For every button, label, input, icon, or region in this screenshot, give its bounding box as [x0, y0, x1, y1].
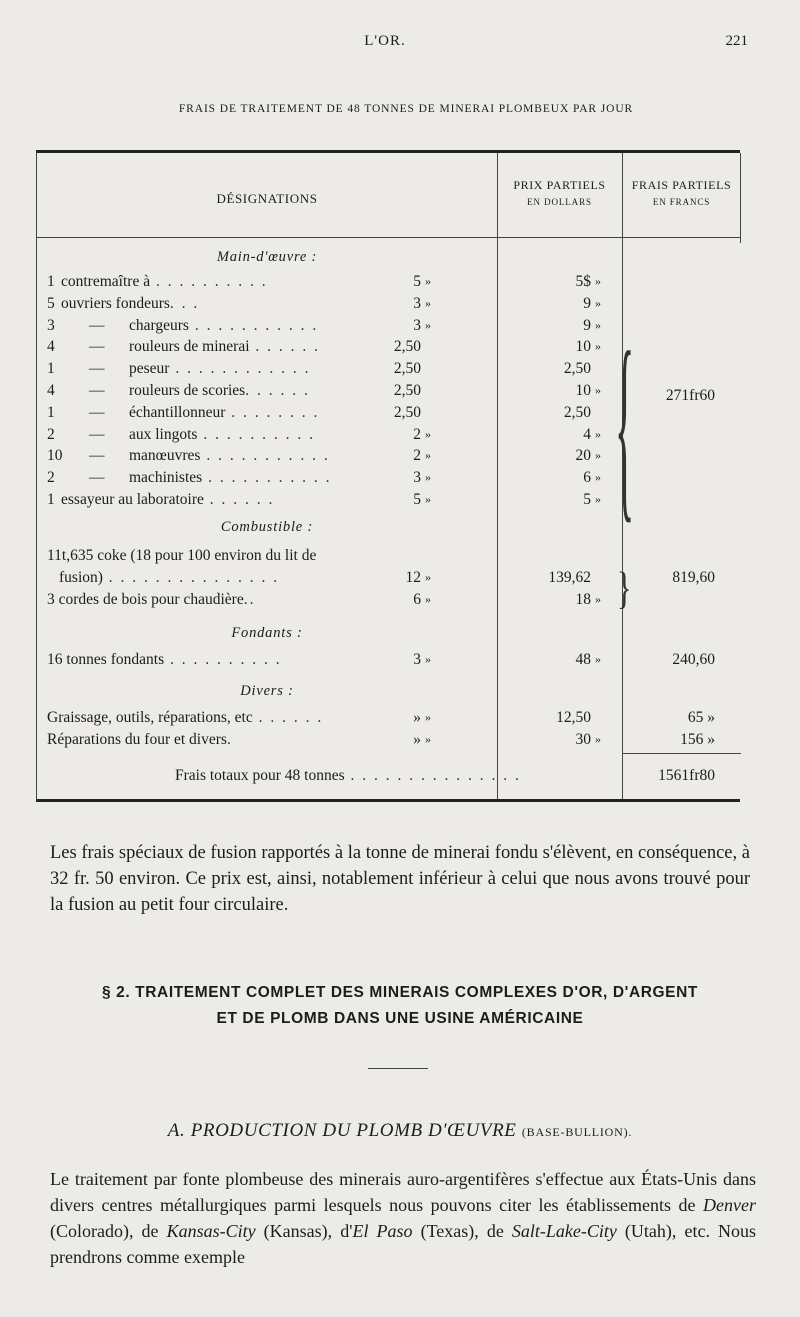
brace: }	[617, 564, 632, 614]
row-partial-dollars: 20	[575, 447, 591, 465]
row-partial-dollars: 9	[583, 294, 591, 312]
row-partial-ditto: »	[595, 470, 601, 485]
page-number: 221	[725, 33, 748, 49]
row-partial-dollars: 5$	[575, 273, 591, 290]
leader-dots: . . . . . . . . . .	[164, 651, 282, 668]
header-prix	[497, 177, 622, 210]
row-label	[129, 467, 331, 488]
fond-nb: 3	[413, 651, 421, 668]
separator-rule	[368, 1068, 428, 1069]
row-unit-ditto: »	[425, 274, 431, 288]
row-unit-ditto: »	[425, 492, 431, 506]
comb-line1	[37, 545, 741, 566]
row-unit-ditto: »	[425, 732, 431, 746]
header-rule	[37, 237, 741, 238]
row-unit-ditto: »	[425, 448, 431, 463]
leader-dots: . . . . . . . . . . .	[188, 316, 319, 334]
p2-text: (Colorado), de	[50, 1221, 167, 1241]
comb-row1-ds: »	[425, 570, 431, 584]
row-ditto-dash: —	[89, 338, 105, 356]
total-label	[175, 765, 521, 786]
comb-total: 819,60	[672, 569, 715, 586]
row-label	[61, 489, 274, 510]
paragraph-1: Les frais spéciaux de fusion rapportés à la tonne de minerai fondu s'élèvent, en conséquence, à 32 fr. 50 environ. Ce prix est, ainsi, notablement inférieur à celui que nous avons trouvé pour la fusion au petit four circulaire.	[50, 843, 750, 915]
row-unit-ditto: »	[425, 710, 431, 724]
leader-dots: . . . . . . . . . . . . . . .	[344, 767, 521, 784]
row-partial-ditto: »	[595, 274, 601, 288]
row-ditto-dash: —	[89, 447, 105, 465]
cost-table	[36, 150, 740, 802]
row-label-text: rouleurs de minerai	[129, 338, 250, 356]
row-partial-ditto: »	[595, 317, 601, 332]
row-unit-ditto: »	[425, 470, 431, 485]
header-prix-line1: PRIX PARTIELS	[513, 178, 606, 192]
row-label-text: échantillonneur	[129, 403, 226, 421]
p2-text: (Texas), de	[412, 1221, 512, 1241]
main-total: 271fr60	[665, 387, 715, 404]
fondants-row	[37, 649, 741, 670]
table-row	[37, 358, 741, 379]
section-2-line1: § 2. TRAITEMENT COMPLET DES MINERAIS COMPLEXES D'OR, D'ARGENT	[102, 984, 698, 1001]
section-2-line2: ET DE PLOMB DANS UNE USINE AMÉRICAINE	[216, 1010, 584, 1027]
row-partial-dollars: 12,50	[556, 709, 591, 726]
leader-dots: . . . . . . . . . . .	[200, 447, 330, 465]
row-quantity: 4	[47, 382, 55, 399]
table-row	[37, 467, 741, 488]
row-unit-price: 2,50	[393, 360, 421, 378]
comb-line2-label	[59, 567, 279, 588]
row-partial-dollars: 30	[575, 731, 591, 748]
fond-fr: 240,60	[672, 651, 715, 668]
section-divers: Divers :	[240, 683, 294, 699]
p2-place: Denver	[703, 1195, 756, 1215]
row-unit-ditto: »	[425, 317, 431, 332]
leader-dots: . . . . . .	[203, 491, 275, 508]
row-label-text: ouvriers fondeurs	[61, 294, 170, 312]
total-text: Frais totaux pour 48 tonnes	[175, 767, 345, 784]
row-unit-price: 2,50	[393, 382, 421, 399]
row-label-text: Graissage, outils, réparations, etc	[47, 709, 253, 726]
table-row	[37, 315, 741, 336]
row-unit-price: 2,50	[393, 403, 421, 421]
table-row	[37, 336, 741, 357]
row-ditto-dash: —	[89, 382, 105, 399]
row-label	[129, 424, 315, 445]
leader-dots: . . . . . .	[245, 382, 310, 399]
subheading-title: A. PRODUCTION DU PLOMB D'ŒUVRE	[167, 1120, 517, 1141]
row-partial-ditto: »	[595, 339, 601, 354]
leader-dots: . . . . . . . . . . . .	[169, 360, 311, 378]
leader-dots: . . . . . . . .	[225, 403, 320, 421]
row-label	[47, 707, 323, 728]
comb-row	[37, 589, 741, 610]
row-partial-ditto: »	[595, 426, 601, 441]
row-label-text: peseur	[129, 360, 170, 378]
row-partial-dollars: 10	[575, 382, 591, 399]
row-partial-ditto: »	[595, 295, 601, 310]
p2-text: (Kansas), d'	[255, 1221, 353, 1241]
fond-ds: »	[425, 652, 431, 666]
comb-row2-ds: »	[425, 592, 431, 606]
p2-text: (Utah), etc. Nous prendrons comme exemple	[50, 1221, 757, 1267]
section-combustible: Combustible :	[220, 519, 314, 535]
row-unit-price: 2	[413, 425, 421, 443]
leader-dots: . . . . . . . . . .	[150, 273, 268, 290]
row-ditto-dash: —	[89, 316, 105, 334]
row-label	[61, 293, 199, 314]
row-ditto-dash: —	[89, 469, 105, 487]
row-label-text: essayeur au laboratoire	[61, 491, 204, 508]
header-frais-line1: FRAIS PARTIELS	[631, 178, 732, 192]
header-frais	[622, 177, 741, 210]
row-label-text: manœuvres	[129, 447, 201, 465]
comb-row1-px: 139,62	[548, 569, 591, 586]
row-label	[61, 271, 268, 292]
table-row	[37, 445, 741, 466]
row-partial-ditto: »	[595, 448, 601, 463]
row-unit-price: 3	[413, 316, 421, 334]
row-quantity: 10	[47, 447, 63, 465]
row-unit-price: »	[413, 731, 421, 748]
row-quantity: 1	[47, 273, 55, 290]
row-quantity: 1	[47, 491, 55, 508]
row-partial-francs: 65 »	[687, 709, 715, 726]
section-fondants: Fondants :	[231, 625, 303, 641]
leader-dots: ..	[243, 591, 256, 608]
row-partial-ditto: »	[595, 492, 601, 506]
row-partial-dollars: 4	[583, 425, 591, 443]
subheading-paren: (BASE-BULLION).	[521, 1125, 633, 1139]
subheading	[0, 1120, 800, 1142]
main-total-row	[37, 385, 741, 406]
comb-row1-nb: 12	[405, 569, 421, 586]
row-label	[129, 358, 310, 379]
row-quantity: 2	[47, 425, 55, 443]
row-label-text: rouleurs de scories	[129, 382, 246, 399]
row-unit-price: 3	[413, 294, 421, 312]
row-label-text: aux lingots	[129, 425, 198, 443]
leader-dots: . . . . . . . . . . .	[202, 469, 332, 487]
row-unit-price: 2	[413, 447, 421, 465]
fond-px: 48	[575, 651, 591, 668]
section-main-oeuvre: Main-d'œuvre :	[216, 249, 318, 265]
paragraph-2	[50, 1166, 756, 1270]
row-label-text: chargeurs	[129, 316, 189, 334]
row-partial-dollars: 5	[583, 491, 591, 508]
leader-dots: . . . . . . . . . . . . . . .	[102, 569, 280, 586]
row-partial-dollars: 9	[583, 316, 591, 334]
row-partial-ditto: »	[595, 732, 601, 746]
row-unit-price: 3	[413, 469, 421, 487]
comb-row2-text: 3 cordes de bois pour chaudière	[47, 591, 244, 608]
comb-line1-label: 11t,635 coke (18 pour 100 environ du lit de	[47, 547, 317, 564]
row-partial-dollars: 2,50	[563, 403, 591, 421]
row-label	[129, 315, 318, 336]
table-caption: FRAIS DE TRAITEMENT DE 48 TONNES DE MINERAI PLOMBEUX PAR JOUR	[178, 103, 634, 115]
total-value: 1561fr80	[658, 767, 715, 784]
sum-rule	[623, 753, 741, 754]
table-row	[37, 271, 741, 292]
row-unit-price: 5	[413, 273, 421, 290]
leader-dots: . . .	[169, 294, 200, 312]
row-quantity: 5	[47, 294, 55, 312]
row-quantity: 2	[47, 469, 55, 487]
row-label	[129, 445, 330, 466]
section-2-heading	[40, 980, 760, 1032]
table-row	[37, 489, 741, 510]
row-label	[47, 729, 233, 750]
fond-label	[47, 649, 282, 670]
row-quantity: 1	[47, 403, 55, 421]
table-row	[37, 424, 741, 445]
p2-place: El Paso	[352, 1221, 413, 1241]
row-partial-dollars: 2,50	[563, 360, 591, 378]
row-unit-ditto: »	[425, 426, 431, 441]
running-title: L'OR.	[364, 33, 406, 49]
row-ditto-dash: —	[89, 403, 105, 421]
leader-dots: . . . . . .	[252, 709, 324, 726]
row-label-text: Réparations du four et divers	[47, 731, 227, 748]
row-unit-price: »	[413, 709, 421, 726]
comb-row2-label	[47, 589, 255, 610]
total-row	[37, 765, 741, 786]
comb-row	[37, 567, 741, 588]
fond-pd: »	[595, 652, 601, 666]
header-designations: DÉSIGNATIONS	[216, 191, 318, 206]
header-prix-line2: EN DOLLARS	[527, 197, 592, 207]
table-row	[37, 707, 741, 728]
leader-dots: . . . . . . . . . .	[197, 425, 315, 443]
row-partial-francs: 156 »	[680, 731, 715, 748]
p2-place: Kansas-City	[166, 1221, 256, 1241]
row-label-text: machinistes	[129, 469, 203, 487]
row-label	[129, 336, 320, 357]
row-quantity: 4	[47, 338, 55, 356]
row-ditto-dash: —	[89, 360, 105, 378]
row-unit-price: 2,50	[393, 338, 421, 356]
header-frais-line2: EN FRANCS	[652, 197, 711, 207]
table-row	[37, 729, 741, 750]
fond-text: 16 tonnes fondants	[47, 651, 165, 668]
comb-row2-pd: »	[595, 592, 601, 606]
row-ditto-dash: —	[89, 425, 105, 443]
row-quantity: 3	[47, 316, 55, 334]
row-unit-ditto: »	[425, 295, 431, 310]
row-quantity: 1	[47, 360, 55, 378]
p2-place: Salt-Lake-City	[511, 1221, 617, 1241]
row-partial-dollars: 10	[575, 338, 591, 356]
row-partial-ditto: »	[595, 383, 601, 397]
comb-line2-text: fusion)	[59, 569, 103, 586]
comb-row2-nb: 6	[413, 591, 421, 608]
row-label-text: contremaître à	[61, 273, 151, 290]
p2-text: Le traitement par fonte plombeuse des minerais auro-argentifères s'effectue aux États-Unis dans divers centres métallurgiques parmi lesquels nous pouvons citer les établissements de	[50, 1169, 756, 1215]
brace: {	[615, 307, 635, 542]
table-row	[37, 293, 741, 314]
comb-row2-px: 18	[575, 591, 591, 608]
row-partial-dollars: 6	[583, 469, 591, 487]
row-unit-price: 5	[413, 491, 421, 508]
leader-dots: . . . . . .	[249, 338, 321, 356]
leader-dots: .	[226, 731, 233, 748]
